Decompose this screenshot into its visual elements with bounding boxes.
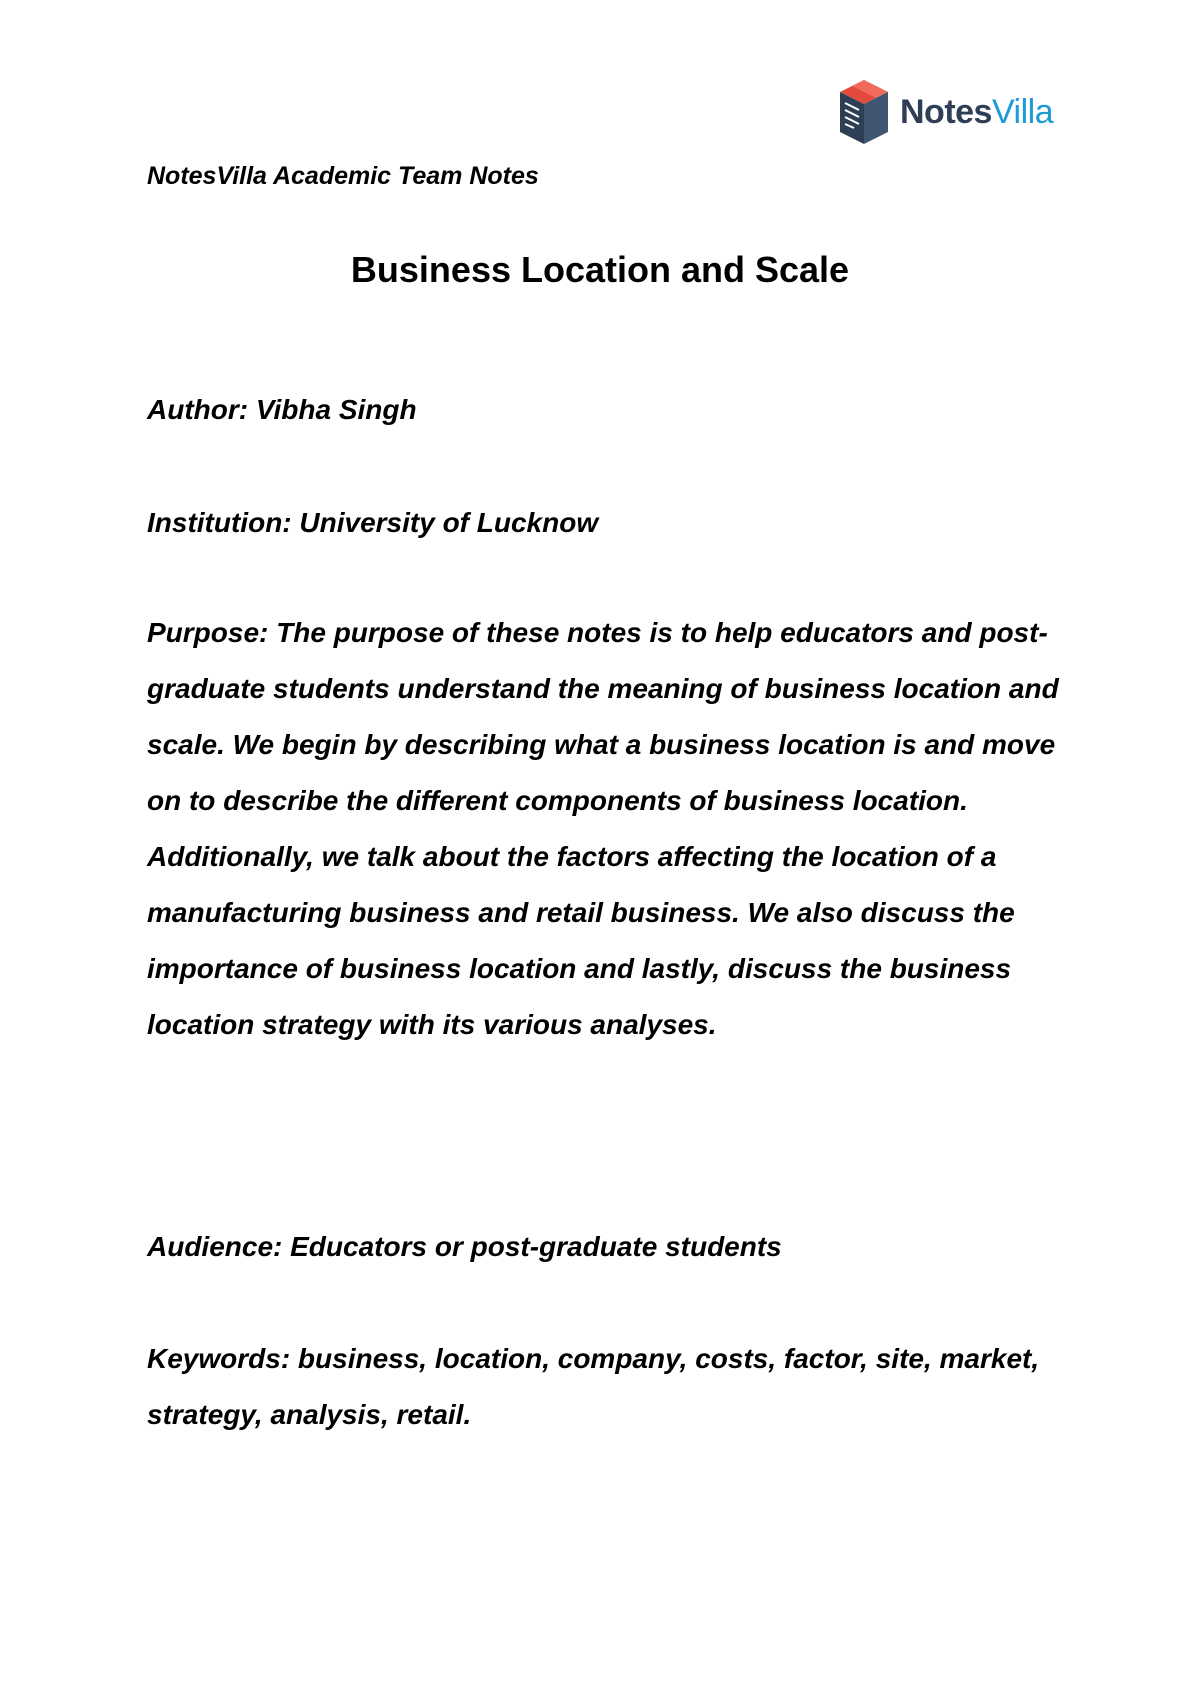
logo-wordmark (900, 95, 1053, 129)
logo-text-notes: Notes (900, 93, 992, 131)
institution-line: Institution: University of Lucknow (147, 507, 599, 538)
keywords-line: Keywords: business, location, company, costs, factor, site, market, strategy, analysis, retail. (147, 1343, 1040, 1430)
notes-box-icon (836, 76, 892, 148)
notesvilla-logo (836, 76, 1053, 148)
document-title: Business Location and Scale (350, 249, 850, 290)
header-note: NotesVilla Academic Team Notes (147, 162, 539, 190)
purpose-paragraph: Purpose: The purpose of these notes is to help educators and post-graduate students understand the meaning of business location and scale. We begin by describing what a business location is and move on to describe the different components of business location. Additionally, we talk about the factors affecting the location of a manufacturing business and retail business. We also discuss the importance of business location and lastly, discuss the business location strategy with its various analyses. (147, 617, 1059, 1040)
author-line: Author: Vibha Singh (147, 394, 417, 425)
audience-line: Audience: Educators or post-graduate students (147, 1231, 782, 1262)
logo-text-villa: Villa (991, 93, 1054, 131)
